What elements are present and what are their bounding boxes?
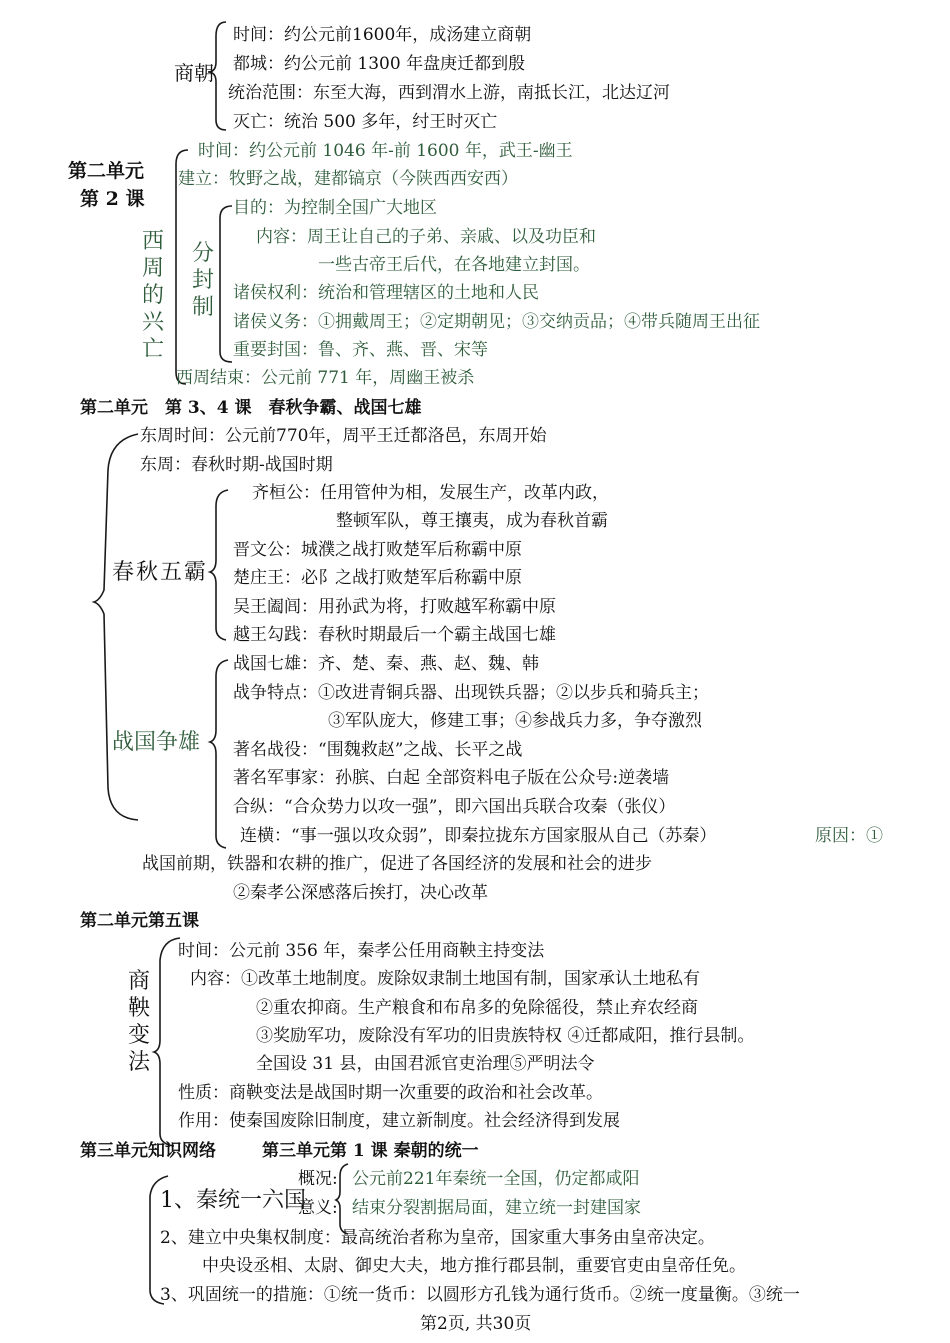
lesson-heading: 第 2 课 bbox=[80, 188, 145, 210]
reform-content-1: 内容：①改革土地制度。废除奴隶制土地国有制，国家承认土地私有 bbox=[190, 969, 700, 989]
seven-states: 战国七雄：齐、楚、秦、燕、赵、魏、韩 bbox=[233, 654, 539, 674]
unit3-heading: 第三单元知识网络 bbox=[80, 1141, 216, 1161]
war-features-1: 战争特点：①改进青铜兵器、出现铁兵器；②以步兵和骑兵主； bbox=[233, 683, 709, 703]
war-features-2: ③军队庞大，修建工事；④参战兵力多，争夺激烈 bbox=[328, 711, 702, 731]
fenfeng-duties: 诸侯义务：①拥戴周王；②定期朝见；③交纳贡品；④带兵随周王出征 bbox=[233, 312, 760, 332]
overview-text: 公元前221年秦统一全国，仍定都咸阳 bbox=[352, 1169, 640, 1189]
reform-content-3: ③奖励军功，废除没有军功的旧贵族特权 ④迁都咸阳，推行县制。 bbox=[256, 1026, 755, 1046]
qi-huangong-2: 整顿军队，尊王攘夷，成为春秋首霸 bbox=[336, 511, 608, 531]
chu-zhuangwang: 楚庄王：必阝之战打败楚军后称霸中原 bbox=[233, 568, 522, 588]
fenfeng-content-1: 内容：周王让自己的子弟、亲戚、以及功臣和 bbox=[256, 227, 596, 247]
yue-goujian: 越王勾践：春秋时期最后一个霸主战国七雄 bbox=[233, 625, 556, 645]
xizhou-label: 西周的兴亡 bbox=[141, 229, 164, 362]
famous-generals: 著名军事家：孙膑、白起 全部资料电子版在公众号:逆袭墙 bbox=[233, 768, 670, 788]
reform-nature: 性质：商鞅变法是战国时期一次重要的政治和社会改革。 bbox=[178, 1083, 603, 1103]
shang-label: 商朝 bbox=[174, 61, 214, 85]
lesson34-heading: 第二单元 第 3、4 课 春秋争霸、战国七雄 bbox=[80, 398, 422, 418]
fenfeng-label: 分封制 bbox=[191, 241, 214, 320]
reason-label: 原因：① bbox=[815, 826, 883, 846]
unify-six-states: 1、秦统一六国 bbox=[160, 1188, 306, 1213]
wu-helu: 吴王阖闾：用孙武为将，打败越军称霸中原 bbox=[233, 597, 556, 617]
fenfeng-content-2: 一些古帝王后代，在各地建立封国。 bbox=[318, 255, 590, 275]
lesson5-heading: 第二单元第五课 bbox=[80, 911, 199, 931]
qi-huangong-1: 齐桓公：任用管仲为相，发展生产，改革内政， bbox=[252, 483, 609, 503]
xizhou-end: 西周结束：公元前 771 年，周幽王被杀 bbox=[176, 368, 475, 388]
shang-time: 时间：约公元前1600年，成汤建立商朝 bbox=[233, 25, 532, 45]
reform-content-4: 全国设 31 县，由国君派官吏治理⑤严明法令 bbox=[256, 1054, 595, 1074]
reform-content-2: ②重农抑商。生产粮食和布帛多的免除徭役，禁止弃农经商 bbox=[256, 998, 698, 1018]
shang-territory: 统治范围：东至大海，西到渭水上游，南抵长江，北达辽河 bbox=[228, 83, 670, 103]
hezong: 合纵：“合众势力以攻一强”，即六国出兵联合攻秦（张仪） bbox=[233, 797, 676, 817]
reform-label: 商鞅变法 bbox=[127, 969, 150, 1075]
jin-wengong: 晋文公：城濮之战打败楚军后称霸中原 bbox=[233, 540, 522, 560]
meaning-text: 结束分裂割据局面，建立统一封建国家 bbox=[352, 1198, 641, 1218]
reform-effect: 作用：使秦国废除旧制度，建立新制度。社会经济得到发展 bbox=[178, 1111, 620, 1131]
unit3-lesson1-heading: 第三单元第 1 课 秦朝的统一 bbox=[262, 1141, 479, 1161]
dongzhou-periods: 东周：春秋时期-战国时期 bbox=[140, 455, 333, 475]
lianheng: 连横：“事一强以攻众弱”，即秦拉拢东方国家服从自己（苏秦） bbox=[240, 826, 717, 846]
chunqiu-label: 春秋五霸 bbox=[112, 560, 209, 585]
consolidation: 3、巩固统一的措施：①统一货币：以圆形方孔钱为通行货币。②统一度量衡。③统一 bbox=[160, 1285, 800, 1305]
famous-battles: 著名战役：“围魏救赵”之战、长平之战 bbox=[233, 740, 523, 760]
shang-fall: 灭亡：统治 500 多年，纣王时灭亡 bbox=[233, 112, 498, 132]
meaning-label: 意义: bbox=[298, 1198, 338, 1218]
shang-capital: 都城：约公元前 1300 年盘庚迁都到殷 bbox=[233, 54, 526, 74]
xizhou-time: 时间：约公元前 1046 年-前 1600 年，武王-幽王 bbox=[198, 141, 573, 161]
reason-2: ②秦孝公深感落后挨打，决心改革 bbox=[233, 883, 488, 903]
fenfeng-rights: 诸侯权利：统治和管理辖区的土地和人民 bbox=[233, 283, 539, 303]
dongzhou-time: 东周时间：公元前770年，周平王迁都洛邑，东周开始 bbox=[140, 426, 547, 446]
page-number: 第2页, 共30页 bbox=[420, 1314, 532, 1334]
reason-1: 战国前期，铁器和农耕的推广，促进了各国经济的发展和社会的进步 bbox=[142, 854, 652, 874]
xizhou-founding: 建立：牧野之战，建都镐京（今陕西西安西） bbox=[178, 169, 518, 189]
overview-label: 概况: bbox=[298, 1169, 338, 1189]
fenfeng-states: 重要封国：鲁、齐、燕、晋、宋等 bbox=[233, 340, 488, 360]
unit-heading: 第二单元 bbox=[68, 160, 145, 182]
reform-time: 时间：公元前 356 年，秦孝公任用商鞅主持变法 bbox=[178, 941, 545, 961]
zhanguo-label: 战国争雄 bbox=[112, 730, 201, 755]
centralization-cont: 中央设丞相、太尉、御史大夫，地方推行郡县制，重要官吏由皇帝任免。 bbox=[202, 1256, 746, 1276]
fenfeng-purpose: 目的：为控制全国广大地区 bbox=[233, 198, 437, 218]
centralization: 2、建立中央集权制度：最高统治者称为皇帝，国家重大事务由皇帝决定。 bbox=[160, 1228, 715, 1248]
